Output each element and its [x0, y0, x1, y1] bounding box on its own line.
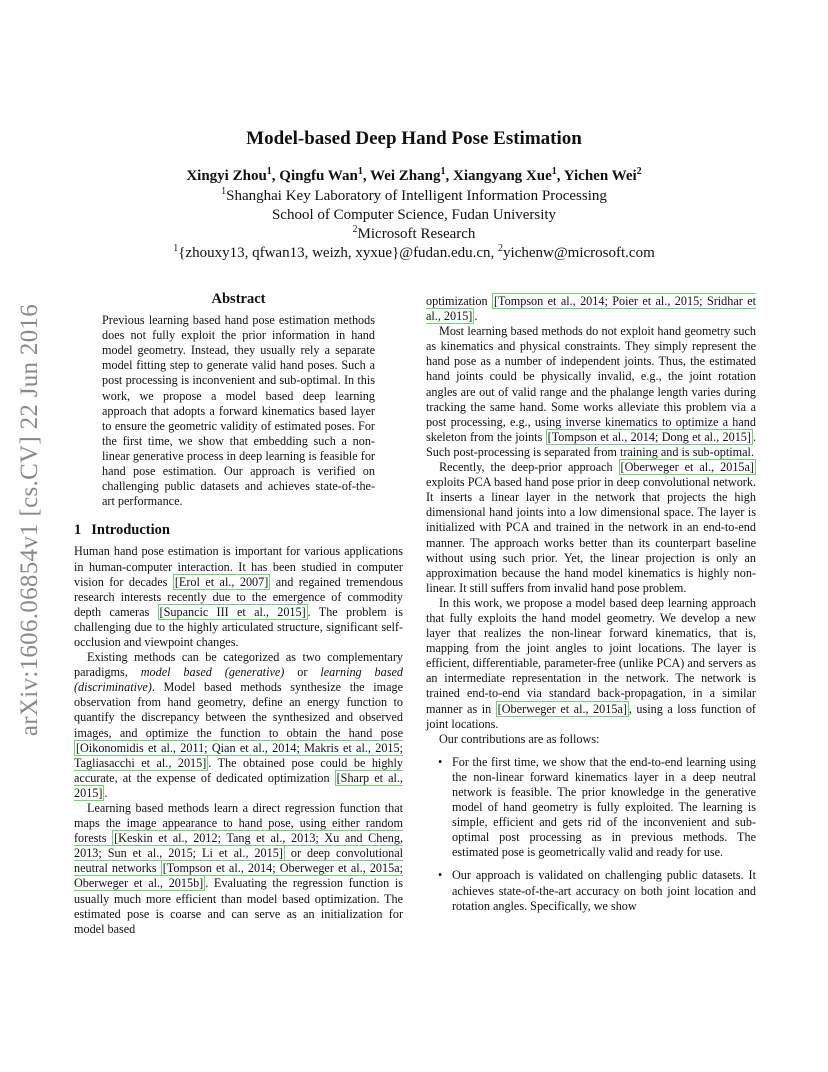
- author: Qingfu Wan: [279, 168, 358, 184]
- author-sup: 1: [440, 166, 446, 177]
- author: Xingyi Zhou: [186, 168, 267, 184]
- citation-link[interactable]: [Erol et al., 2007]: [174, 574, 269, 589]
- abstract-heading: Abstract: [211, 291, 266, 307]
- paragraph: Existing methods can be categorized as two complementary paradigms, model based (generative) or learning based (discriminative). Model based methods synthesize the image observation from hand geometry, define an energy function to quantify the discrepancy between the synthesized and observed images, and optimize the function to obtain the hand pose [Oikonomidis et al., 2011; Qian et al., 2014; Makris et al., 2015; Tagliasacchi et al., 2015] . The obtained pose could be highly accurate, at the expense of dedicated optimization [Sharp et al., 2015] .: [74, 650, 403, 800]
- author: Wei Zhang: [370, 168, 441, 184]
- affiliation-1: $^1$Shanghai Key Laboratory of Intelligent Information Processing: [221, 186, 607, 204]
- arxiv-id: arXiv:1606.06854v1 [cs.CV] 22 Jun 2016: [16, 303, 43, 737]
- list-item: • Our approach is validated on challenging public datasets. It achieves state-of-the-art accuracy on both joint location and rotation angles. Specifically, we show: [438, 868, 756, 913]
- citation-link[interactable]: [Tompson et al., 2014; Dong et al., 2015]: [547, 429, 751, 444]
- citation-link[interactable]: [Tompson et al., 2014; Oberweger et al., 2015a; Oberweger et al., 2015b]: [74, 861, 403, 891]
- section-title: Introduction: [91, 522, 170, 539]
- citation-link[interactable]: [Oberweger et al., 2015a]: [497, 701, 627, 716]
- affiliation-2: $^2$Microsoft Research: [352, 224, 476, 242]
- paragraph: Our contributions are as follows:: [439, 731, 600, 746]
- paragraph: Human hand pose estimation is important for various applications in human-computer interaction. It has been studied in computer vision for decades [Erol et al., 2007] and regained tremendous research interests recently due to the emergence of commodity depth cameras [Supancic III et al., 2015] . The problem is challenging due to the highly articulated structure, significant self-occlusion and viewpoint changes.: [74, 544, 403, 649]
- author-sup: 2: [636, 166, 642, 177]
- author: Xiangyang Xue: [452, 168, 552, 184]
- citation-link[interactable]: [Oberweger et al., 2015a]: [620, 460, 754, 475]
- contribution-list: [426, 755, 756, 914]
- paragraph: Most learning based methods do not exploit hand geometry such as kinematics and physical constraints. They simply represent the hand pose as a number of independent joints. Thus, the estimated hand joints could be physically invalid, e.g., the joint rotation angles are out of valid range and the phalange length varies during tracking the same hand. Some works alleviate this problem via a post processing, e.g., using inverse kinematics to optimize a hand skeleton from the joints [Tompson et al., 2014; Dong et al., 2015] . Such post-processing is separated from training and is sub-optimal.: [426, 324, 756, 459]
- section-number: 1: [74, 522, 82, 539]
- paragraph: Recently, the deep-prior approach [Oberweger et al., 2015a] exploits PCA based hand pose prior in deep convolutional network. It inserts a linear layer in the network that projects the high dimensional hand joints into a low dimensional space. The layer is initialized with PCA and trained in the network in an end-to-end manner. The approach works better than its counterpart baseline without using such prior. Yet, the linear projection is only an approximation because the hand model kinematics is highly non-linear. It still suffers from invalid hand pose problem.: [426, 460, 756, 595]
- left-column: [74, 292, 403, 937]
- citation-link[interactable]: [Sharp et al., 2015]: [74, 770, 403, 800]
- bullet-icon: •: [438, 754, 443, 769]
- author-list: Xingyi Zhou$^1$, Qingfu Wan$^1$, Wei Zhang$^1$, Xiangyang Xue$^1$, Yichen Wei$^2$: [186, 166, 642, 184]
- affiliation-1b: School of Computer Science, Fudan University: [271, 207, 557, 223]
- paragraph: optimization [Tompson et al., 2014; Poier et al., 2015; Sridhar et al., 2015] .: [426, 294, 756, 324]
- author-sup: 1: [357, 166, 363, 177]
- citation-link[interactable]: [Tompson et al., 2014; Poier et al., 2015; Sridhar et al., 2015]: [426, 294, 756, 324]
- author-sup: 1: [266, 166, 272, 177]
- list-item: • For the first time, we show that the end-to-end learning using the non-linear forward kinematics layer in a deep neutral network is feasible. The prior knowledge in the generative model of hand geometry is fully exploited. The learning is simple, efficient and gets rid of the inconvenient and sub-optimal post processing as in previous methods. The estimated pose is geometrically valid and ready for use.: [438, 754, 756, 860]
- right-column: [426, 294, 756, 922]
- abstract-text: Previous learning based hand pose estimation methods does not fully exploit the prior information in hand model geometry. Instead, they usually rely a separate model fitting step to generate valid hand poses. Such a post processing is inconvenient and sub-optimal. In this work, we propose a model based deep learning approach that adopts a forward kinematics based layer to ensure the geometric validity of estimated poses. For the first time, we show that embedding such a non-linear generative process in deep learning is feasible for hand pose estimation. Our approach is verified on challenging public datasets and achieves state-of-the-art performance.: [102, 313, 375, 509]
- author: Yichen Wei: [563, 168, 637, 184]
- citation-link[interactable]: [Keskin et al., 2012; Tang et al., 2013; Xu and Cheng, 2013; Sun et al., 2015; Li et al., 2015]: [74, 831, 403, 861]
- paper-title: Model-based Deep Hand Pose Estimation: [246, 128, 582, 149]
- citation-link[interactable]: [Supancic III et al., 2015]: [159, 604, 306, 619]
- section-heading-introduction: [74, 523, 403, 538]
- author-sup: 1: [551, 166, 557, 177]
- citation-link[interactable]: [Oikonomidis et al., 2011; Qian et al., 2014; Makris et al., 2015; Tagliasacchi et al., 2015]: [74, 740, 403, 770]
- bullet-icon: •: [438, 868, 443, 883]
- paragraph: Learning based methods learn a direct regression function that maps the image appearance to hand pose, using either random forests [Keskin et al., 2012; Tang et al., 2013; Xu and Cheng, 2013; Sun et al., 2015; Li et al., 2015] or deep convolutional neutral networks [Tompson et al., 2014; Oberweger et al., 2015a; Oberweger et al., 2015b] . Evaluating the regression function is usually much more efficient than model based optimization. The estimated pose is coarse and can serve as an initialization for model based: [74, 801, 403, 936]
- author-emails: $^1${zhouxy13, qfwan13, weizh, xyxue}@fudan.edu.cn, $^2$yichenw@microsoft.com: [173, 243, 655, 261]
- arxiv-sidebar: [8, 290, 52, 750]
- paragraph: In this work, we propose a model based deep learning approach that fully exploits the hand model geometry. We develop a new layer that realizes the non-linear forward kinematics, that is, mapping from the joint angles to joint locations. The layer is efficient, differentiable, parameter-free (unlike PCA) and servers as an intermediate representation in the network. The network is trained end-to-end via standard back-propagation, in a similar manner as in [Oberweger et al., 2015a] , using a loss function of joint locations.: [426, 595, 756, 731]
